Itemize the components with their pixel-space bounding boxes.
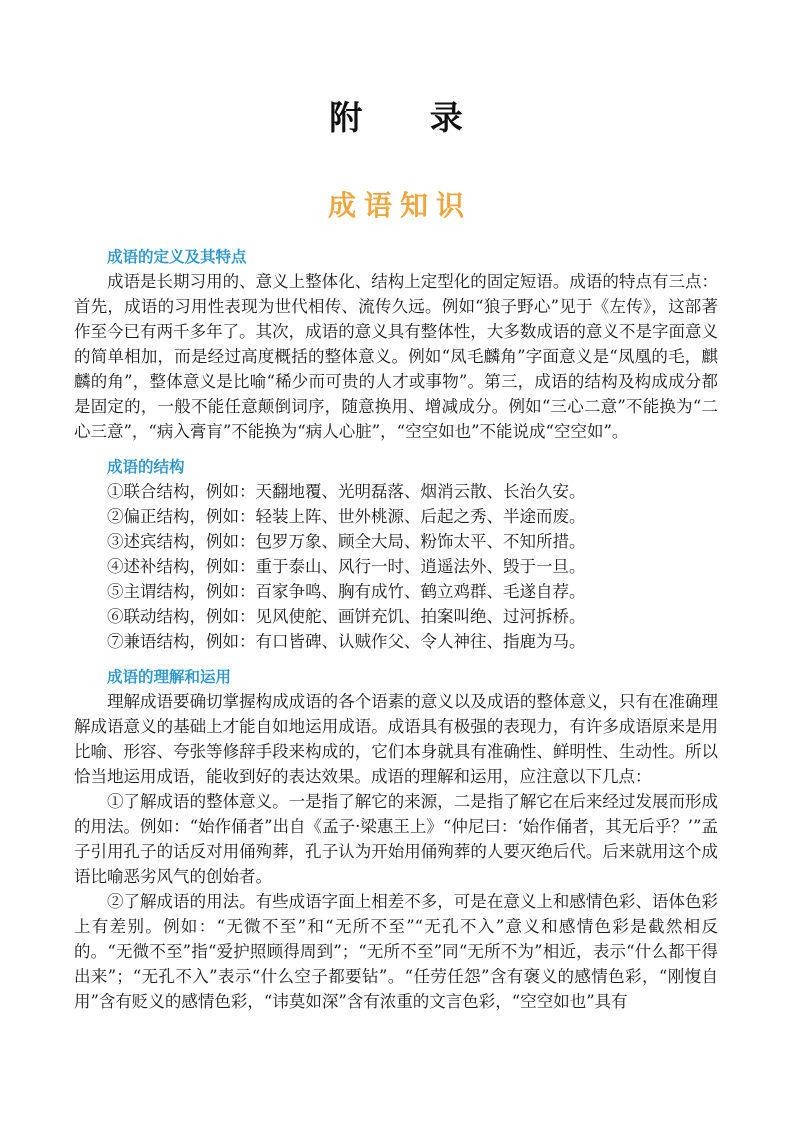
- usage-paragraph-intro: 理解成语要确切掌握构成成语的各个语素的意义以及成语的整体意义，只有在准确理解成语意义的基础上才能自如地运用成语。成语具有极强的表现力，有许多成语原来是用比喻、形容、夸张等修辞手段来构成的，它们本身就具有准确性、鲜明性、生动性。所以恰当地运用成语，能收到好的表达效果。成语的理解和运用，应注意以下几点：: [74, 692, 718, 786]
- list-item: ④述补结构，例如：重于泰山、风行一时、逍遥法外、毁于一旦。: [107, 557, 586, 576]
- section-structure: [74, 455, 718, 654]
- list-item: ①联合结构，例如：天翻地覆、光明磊落、烟消云散、长治久安。: [107, 482, 586, 501]
- section-heading-structure: 成语的结构: [107, 458, 185, 476]
- usage-paragraph-point-2: ②了解成语的用法。有些成语字面上相差不多，可是在意义上和感情色彩、语体色彩上有差别。例如：“无微不至”和“无所不至”“无孔不入”意义和感情色彩是截然相反的。“无微不至”指“爱护照顾得周到”；“无所不至”同“无所不为”相近，表示“什么都干得出来”；“无孔不入”表示“什么空子都要钻”。“任劳任怨”含有褒义的感情色彩，“刚愎自用”含有贬义的感情色彩，“讳莫如深”含有浓重的文言色彩，“空空如也”具有: [74, 892, 718, 1011]
- list-item: ⑥联动结构，例如：见风使舵、画饼充饥、拍案叫绝、过河拆桥。: [107, 607, 586, 626]
- chapter-title: 成语知识: [327, 189, 472, 222]
- list-item: ⑦兼语结构，例如：有口皆碑、认贼作父、令人神往、指鹿为马。: [107, 632, 586, 651]
- list-item: ⑤主谓结构，例如：百家争鸣、胸有成竹、鹤立鸡群、毛遂自荐。: [107, 582, 586, 601]
- definition-paragraph: 成语是长期习用的、意义上整体化、结构上定型化的固定短语。成语的特点有三点：首先，成语的习用性表现为世代相传、流传久远。例如“狼子野心”见于《左传》，这部著作至今已有两千多年了。其次，成语的意义具有整体性，大多数成语的意义不是字面意义的简单相加，而是经过高度概括的整体意义。例如“凤毛麟角”字面意义是“凤凰的毛，麒麟的角”，整体意义是比喻“稀少而可贵的人才或事物”。第三，成语的结构及构成成分都是固定的，一般不能任意颠倒词序，随意换用、增减成分。例如“三心二意”不能换为“二心三意”，“病入膏肓”不能换为“病人心脏”，“空空如也”不能说成“空空如”。: [74, 272, 718, 441]
- page-title: 附 录: [329, 98, 491, 137]
- section-definition: [74, 245, 718, 444]
- section-heading-usage: 成语的理解和运用: [107, 668, 232, 686]
- section-usage: [74, 665, 718, 1014]
- usage-paragraph-point-1: ①了解成语的整体意义。一是指了解它的来源，二是指了解它在后来经过发展而形成的用法。例如：“始作俑者”出自《孟子·梁惠王上》“仲尼曰：‘始作俑者，其无后乎？’”孟子引用孔子的话反对用俑殉葬，孔子认为开始用俑殉葬的人要灭绝后代。后来就用这个成语比喻恶劣风气的创始者。: [74, 792, 718, 886]
- list-item: ③述宾结构，例如：包罗万象、顾全大局、粉饰太平、不知所措。: [107, 532, 586, 551]
- section-heading-definition: 成语的定义及其特点: [107, 248, 247, 266]
- structure-list: [74, 479, 718, 654]
- list-item: ②偏正结构，例如：轻装上阵、世外桃源、后起之秀、半途而废。: [107, 507, 586, 526]
